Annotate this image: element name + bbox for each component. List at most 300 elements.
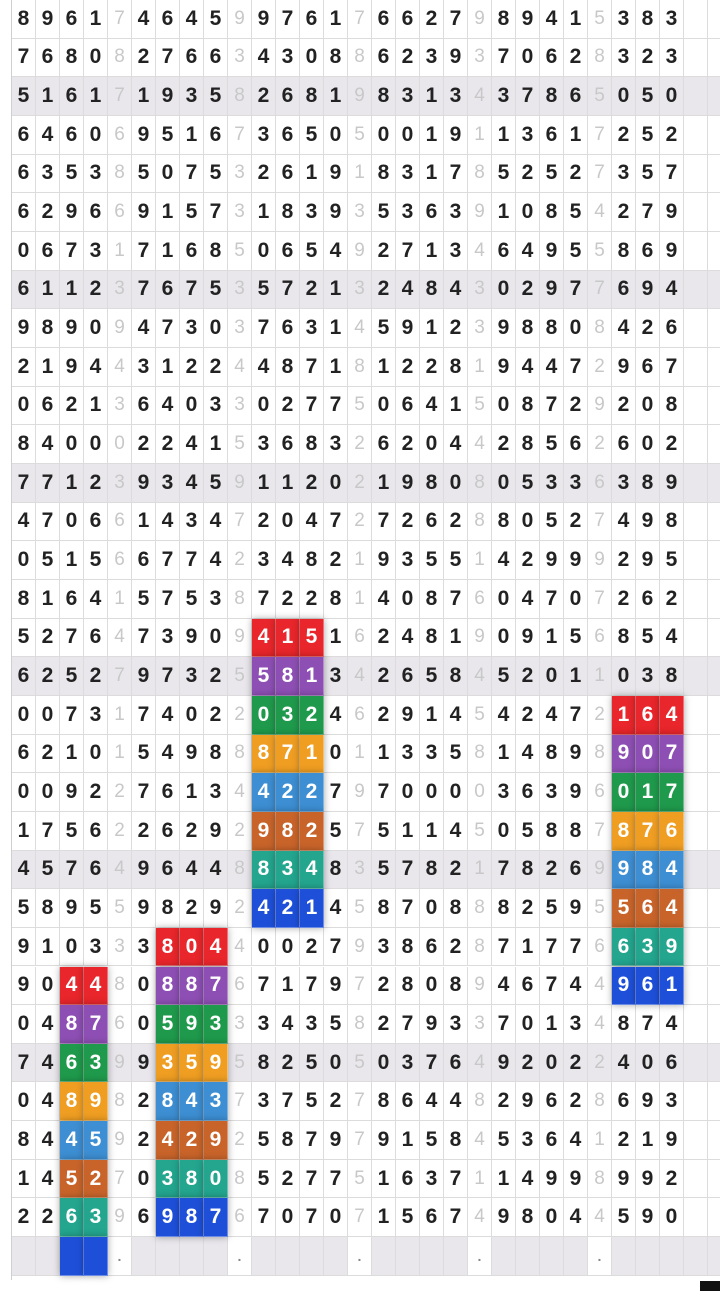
grid-cell[interactable]: 4 — [588, 1198, 612, 1237]
grid-cell[interactable]: 1 — [108, 580, 132, 619]
grid-cell[interactable]: 2 — [372, 271, 396, 310]
grid-cell[interactable]: 3 — [228, 309, 252, 348]
grid-cell[interactable]: 4 — [228, 348, 252, 387]
grid-cell[interactable]: 3 — [300, 1005, 324, 1044]
footer-cell[interactable] — [492, 1237, 516, 1276]
grid-cell[interactable]: 8 — [588, 1160, 612, 1199]
grid-cell[interactable]: 4 — [276, 1005, 300, 1044]
grid-cell[interactable]: 2 — [108, 812, 132, 851]
grid-cell[interactable]: 7 — [108, 0, 132, 39]
grid-cell[interactable]: 9 — [420, 1005, 444, 1044]
grid-cell[interactable]: 3 — [468, 271, 492, 310]
grid-cell[interactable] — [684, 967, 708, 1006]
grid-cell[interactable] — [684, 812, 708, 851]
grid-cell[interactable]: 2 — [660, 1160, 684, 1199]
grid-cell[interactable]: 1 — [324, 271, 348, 310]
grid-cell[interactable]: 8 — [324, 580, 348, 619]
grid-cell[interactable]: 6 — [612, 425, 636, 464]
grid-cell[interactable]: 5 — [324, 1005, 348, 1044]
grid-cell[interactable]: 0 — [60, 503, 84, 542]
grid-cell[interactable] — [708, 812, 720, 851]
grid-cell[interactable] — [708, 657, 720, 696]
grid-cell[interactable]: 9 — [564, 735, 588, 774]
grid-cell[interactable]: 9 — [444, 116, 468, 155]
grid-cell[interactable]: 6 — [12, 657, 36, 696]
grid-cell[interactable]: 6 — [396, 1082, 420, 1121]
grid-cell[interactable]: 0 — [132, 1160, 156, 1199]
grid-cell[interactable]: 5 — [540, 503, 564, 542]
grid-cell[interactable]: 8 — [276, 1121, 300, 1160]
grid-cell[interactable]: 9 — [60, 309, 84, 348]
grid-cell[interactable]: 0 — [204, 1160, 228, 1199]
grid-cell[interactable]: 4 — [12, 503, 36, 542]
grid-cell[interactable]: 7 — [12, 39, 36, 78]
grid-cell[interactable]: 3 — [396, 1044, 420, 1083]
grid-cell[interactable] — [708, 309, 720, 348]
grid-cell[interactable]: 1 — [324, 348, 348, 387]
grid-cell[interactable]: 4 — [60, 967, 84, 1006]
grid-cell[interactable]: 7 — [252, 580, 276, 619]
grid-cell[interactable]: 8 — [492, 503, 516, 542]
grid-cell[interactable] — [708, 77, 720, 116]
grid-cell[interactable]: 9 — [612, 1160, 636, 1199]
grid-cell[interactable]: 4 — [516, 232, 540, 271]
grid-cell[interactable] — [684, 735, 708, 774]
grid-cell[interactable]: 6 — [396, 657, 420, 696]
grid-cell[interactable]: 3 — [636, 928, 660, 967]
grid-cell[interactable]: 2 — [204, 696, 228, 735]
grid-cell[interactable]: 7 — [372, 503, 396, 542]
grid-cell[interactable]: 6 — [36, 387, 60, 426]
grid-cell[interactable]: 5 — [588, 232, 612, 271]
grid-cell[interactable]: 5 — [108, 889, 132, 928]
grid-cell[interactable] — [708, 464, 720, 503]
grid-cell[interactable]: 9 — [204, 1044, 228, 1083]
grid-cell[interactable]: 0 — [444, 464, 468, 503]
grid-cell[interactable]: 0 — [372, 116, 396, 155]
grid-cell[interactable]: 3 — [36, 155, 60, 194]
grid-cell[interactable]: 2 — [396, 425, 420, 464]
grid-cell[interactable]: 6 — [612, 1082, 636, 1121]
grid-cell[interactable]: 5 — [300, 1044, 324, 1083]
grid-cell[interactable]: 7 — [636, 812, 660, 851]
grid-cell[interactable]: 4 — [420, 387, 444, 426]
grid-cell[interactable]: 0 — [36, 696, 60, 735]
grid-cell[interactable]: 8 — [636, 0, 660, 39]
grid-cell[interactable]: 1 — [36, 928, 60, 967]
grid-cell[interactable]: 4 — [564, 967, 588, 1006]
grid-cell[interactable]: 2 — [588, 1044, 612, 1083]
grid-cell[interactable]: 0 — [132, 1005, 156, 1044]
grid-cell[interactable]: 7 — [60, 619, 84, 658]
grid-cell[interactable]: 8 — [516, 387, 540, 426]
grid-cell[interactable]: 9 — [516, 619, 540, 658]
grid-cell[interactable]: 8 — [108, 155, 132, 194]
grid-cell[interactable]: 5 — [132, 155, 156, 194]
grid-cell[interactable]: 3 — [84, 696, 108, 735]
grid-cell[interactable]: 3 — [156, 619, 180, 658]
grid-cell[interactable]: 2 — [612, 387, 636, 426]
grid-cell[interactable]: 0 — [660, 1198, 684, 1237]
grid-cell[interactable]: 2 — [180, 348, 204, 387]
grid-cell[interactable] — [708, 619, 720, 658]
grid-cell[interactable]: 8 — [156, 1082, 180, 1121]
footer-cell[interactable] — [132, 1237, 156, 1276]
grid-cell[interactable]: 6 — [84, 851, 108, 890]
grid-cell[interactable]: 7 — [396, 851, 420, 890]
grid-cell[interactable]: 6 — [276, 425, 300, 464]
grid-cell[interactable]: 6 — [60, 0, 84, 39]
grid-cell[interactable]: 8 — [300, 541, 324, 580]
grid-cell[interactable]: 8 — [36, 889, 60, 928]
grid-cell[interactable]: 0 — [36, 773, 60, 812]
grid-cell[interactable]: 5 — [660, 541, 684, 580]
grid-cell[interactable]: 1 — [300, 155, 324, 194]
grid-cell[interactable]: 1 — [516, 928, 540, 967]
grid-cell[interactable]: 6 — [108, 116, 132, 155]
grid-cell[interactable]: 5 — [252, 657, 276, 696]
grid-cell[interactable]: 5 — [300, 116, 324, 155]
grid-cell[interactable]: 9 — [660, 464, 684, 503]
grid-cell[interactable]: 7 — [228, 503, 252, 542]
grid-cell[interactable]: 3 — [612, 39, 636, 78]
grid-cell[interactable]: 6 — [300, 0, 324, 39]
grid-cell[interactable]: 7 — [132, 773, 156, 812]
grid-cell[interactable]: 8 — [468, 1082, 492, 1121]
grid-cell[interactable]: 0 — [324, 1044, 348, 1083]
grid-cell[interactable]: 4 — [300, 851, 324, 890]
grid-cell[interactable]: 4 — [612, 1044, 636, 1083]
grid-cell[interactable]: 8 — [612, 1005, 636, 1044]
grid-cell[interactable]: 6 — [180, 232, 204, 271]
grid-cell[interactable]: 5 — [588, 0, 612, 39]
grid-cell[interactable]: 2 — [324, 1082, 348, 1121]
grid-cell[interactable] — [684, 619, 708, 658]
grid-cell[interactable]: 1 — [444, 619, 468, 658]
grid-cell[interactable]: 4 — [516, 348, 540, 387]
grid-cell[interactable] — [684, 271, 708, 310]
grid-cell[interactable]: 9 — [564, 889, 588, 928]
footer-cell[interactable] — [660, 1237, 684, 1276]
grid-cell[interactable]: 1 — [12, 812, 36, 851]
grid-cell[interactable]: 9 — [492, 309, 516, 348]
grid-cell[interactable]: 7 — [156, 309, 180, 348]
grid-cell[interactable]: 6 — [636, 889, 660, 928]
grid-cell[interactable]: 4 — [492, 967, 516, 1006]
grid-cell[interactable]: 5 — [12, 77, 36, 116]
grid-cell[interactable]: 2 — [108, 773, 132, 812]
grid-cell[interactable]: 8 — [12, 425, 36, 464]
grid-cell[interactable]: 2 — [564, 39, 588, 78]
grid-cell[interactable]: 5 — [204, 155, 228, 194]
grid-cell[interactable]: 6 — [84, 619, 108, 658]
footer-cell[interactable] — [60, 1237, 84, 1276]
grid-cell[interactable]: 5 — [252, 1121, 276, 1160]
grid-cell[interactable] — [708, 696, 720, 735]
grid-cell[interactable]: 6 — [636, 232, 660, 271]
grid-cell[interactable] — [684, 1121, 708, 1160]
grid-cell[interactable]: 9 — [564, 773, 588, 812]
grid-cell[interactable]: 1 — [420, 155, 444, 194]
grid-cell[interactable] — [684, 309, 708, 348]
grid-cell[interactable]: 5 — [420, 657, 444, 696]
grid-cell[interactable]: 7 — [516, 77, 540, 116]
grid-cell[interactable]: 9 — [636, 503, 660, 542]
grid-cell[interactable]: 3 — [180, 309, 204, 348]
grid-cell[interactable] — [708, 1160, 720, 1199]
grid-cell[interactable] — [708, 773, 720, 812]
grid-cell[interactable]: 4 — [300, 503, 324, 542]
grid-cell[interactable]: 8 — [444, 967, 468, 1006]
grid-cell[interactable]: 8 — [660, 657, 684, 696]
grid-cell[interactable]: 8 — [12, 0, 36, 39]
grid-cell[interactable]: 8 — [180, 967, 204, 1006]
grid-cell[interactable] — [708, 1121, 720, 1160]
grid-cell[interactable]: 3 — [612, 155, 636, 194]
grid-cell[interactable]: 1 — [156, 232, 180, 271]
grid-cell[interactable]: 9 — [588, 541, 612, 580]
grid-cell[interactable] — [708, 0, 720, 39]
footer-cell[interactable] — [708, 1237, 720, 1276]
grid-cell[interactable]: 0 — [660, 77, 684, 116]
grid-cell[interactable]: 6 — [492, 232, 516, 271]
grid-cell[interactable]: 6 — [132, 1198, 156, 1237]
grid-cell[interactable]: 6 — [60, 116, 84, 155]
grid-cell[interactable]: 2 — [300, 773, 324, 812]
grid-cell[interactable]: 1 — [36, 348, 60, 387]
grid-cell[interactable]: 7 — [588, 155, 612, 194]
grid-cell[interactable]: 0 — [612, 773, 636, 812]
grid-cell[interactable]: 2 — [636, 39, 660, 78]
grid-cell[interactable]: 8 — [276, 657, 300, 696]
grid-cell[interactable]: 3 — [228, 387, 252, 426]
grid-cell[interactable]: 5 — [348, 1044, 372, 1083]
grid-cell[interactable]: 8 — [660, 387, 684, 426]
grid-cell[interactable]: 8 — [612, 812, 636, 851]
grid-cell[interactable]: 8 — [348, 39, 372, 78]
grid-cell[interactable]: 4 — [468, 1044, 492, 1083]
grid-cell[interactable]: 7 — [276, 1082, 300, 1121]
grid-cell[interactable] — [708, 967, 720, 1006]
grid-cell[interactable]: 1 — [564, 657, 588, 696]
grid-cell[interactable]: 3 — [636, 657, 660, 696]
grid-cell[interactable]: 3 — [516, 116, 540, 155]
grid-cell[interactable]: 9 — [252, 812, 276, 851]
grid-cell[interactable] — [708, 851, 720, 890]
grid-cell[interactable]: 7 — [252, 1198, 276, 1237]
grid-cell[interactable] — [684, 503, 708, 542]
grid-cell[interactable]: 2 — [660, 580, 684, 619]
grid-cell[interactable]: 8 — [252, 735, 276, 774]
grid-cell[interactable]: 4 — [468, 77, 492, 116]
grid-cell[interactable]: 4 — [84, 580, 108, 619]
grid-cell[interactable]: 9 — [108, 1198, 132, 1237]
grid-cell[interactable]: 6 — [180, 39, 204, 78]
grid-cell[interactable]: 4 — [252, 889, 276, 928]
grid-cell[interactable]: 4 — [468, 1121, 492, 1160]
grid-cell[interactable]: 1 — [348, 155, 372, 194]
grid-cell[interactable]: 6 — [420, 928, 444, 967]
grid-cell[interactable]: 9 — [84, 1082, 108, 1121]
grid-cell[interactable]: 9 — [204, 889, 228, 928]
grid-cell[interactable]: 3 — [396, 735, 420, 774]
grid-cell[interactable]: 7 — [156, 39, 180, 78]
grid-cell[interactable]: 7 — [132, 696, 156, 735]
grid-cell[interactable]: 5 — [516, 812, 540, 851]
grid-cell[interactable]: 2 — [564, 1044, 588, 1083]
grid-cell[interactable]: 6 — [564, 851, 588, 890]
grid-cell[interactable]: 2 — [396, 39, 420, 78]
grid-cell[interactable]: 8 — [612, 232, 636, 271]
grid-cell[interactable]: 8 — [396, 928, 420, 967]
grid-cell[interactable]: 5 — [444, 735, 468, 774]
grid-cell[interactable]: 0 — [12, 541, 36, 580]
grid-cell[interactable]: 9 — [540, 541, 564, 580]
grid-cell[interactable]: 6 — [12, 155, 36, 194]
grid-cell[interactable]: 6 — [276, 309, 300, 348]
grid-cell[interactable]: 7 — [492, 928, 516, 967]
grid-cell[interactable]: 8 — [372, 889, 396, 928]
grid-cell[interactable]: 4 — [396, 271, 420, 310]
grid-cell[interactable]: 9 — [636, 1198, 660, 1237]
grid-cell[interactable]: 6 — [12, 271, 36, 310]
grid-cell[interactable]: 9 — [348, 77, 372, 116]
grid-cell[interactable]: 9 — [132, 657, 156, 696]
grid-cell[interactable]: 2 — [60, 387, 84, 426]
grid-cell[interactable]: 3 — [396, 541, 420, 580]
grid-cell[interactable]: 7 — [348, 1082, 372, 1121]
grid-cell[interactable]: 5 — [612, 1198, 636, 1237]
grid-cell[interactable]: 8 — [468, 928, 492, 967]
grid-cell[interactable]: 6 — [540, 116, 564, 155]
grid-cell[interactable]: 2 — [588, 348, 612, 387]
grid-cell[interactable]: 9 — [132, 116, 156, 155]
grid-cell[interactable]: 6 — [372, 0, 396, 39]
grid-cell[interactable]: 6 — [60, 1198, 84, 1237]
grid-cell[interactable]: 4 — [36, 1044, 60, 1083]
grid-cell[interactable]: 0 — [492, 619, 516, 658]
grid-cell[interactable]: 4 — [180, 425, 204, 464]
grid-cell[interactable]: 3 — [444, 193, 468, 232]
grid-cell[interactable]: 4 — [180, 1082, 204, 1121]
grid-cell[interactable]: 8 — [276, 348, 300, 387]
grid-cell[interactable]: 8 — [492, 889, 516, 928]
grid-cell[interactable]: 9 — [660, 928, 684, 967]
grid-cell[interactable] — [708, 425, 720, 464]
grid-cell[interactable]: 1 — [276, 619, 300, 658]
grid-cell[interactable]: 2 — [84, 464, 108, 503]
grid-cell[interactable]: 0 — [636, 425, 660, 464]
grid-cell[interactable]: 3 — [84, 928, 108, 967]
grid-cell[interactable]: 8 — [204, 735, 228, 774]
grid-cell[interactable]: 3 — [180, 503, 204, 542]
grid-cell[interactable]: 3 — [564, 464, 588, 503]
grid-cell[interactable]: 7 — [300, 348, 324, 387]
grid-cell[interactable]: 2 — [444, 309, 468, 348]
grid-cell[interactable]: 8 — [516, 425, 540, 464]
grid-cell[interactable]: 6 — [156, 812, 180, 851]
grid-cell[interactable]: 0 — [516, 193, 540, 232]
grid-cell[interactable]: 0 — [324, 464, 348, 503]
grid-cell[interactable]: 9 — [492, 348, 516, 387]
grid-cell[interactable]: 5 — [300, 619, 324, 658]
grid-cell[interactable]: 3 — [276, 39, 300, 78]
grid-cell[interactable]: 6 — [612, 928, 636, 967]
grid-cell[interactable]: 4 — [324, 696, 348, 735]
grid-cell[interactable]: 9 — [36, 0, 60, 39]
grid-cell[interactable]: 0 — [204, 619, 228, 658]
grid-cell[interactable]: 8 — [60, 1082, 84, 1121]
grid-cell[interactable]: 6 — [396, 1160, 420, 1199]
grid-cell[interactable]: 7 — [60, 851, 84, 890]
grid-cell[interactable]: 0 — [420, 773, 444, 812]
grid-cell[interactable]: 2 — [516, 541, 540, 580]
grid-cell[interactable]: 7 — [420, 1044, 444, 1083]
grid-cell[interactable]: 4 — [348, 657, 372, 696]
grid-cell[interactable]: 7 — [492, 39, 516, 78]
grid-cell[interactable]: 1 — [468, 116, 492, 155]
grid-cell[interactable]: 7 — [132, 271, 156, 310]
grid-cell[interactable]: 5 — [12, 619, 36, 658]
footer-cell[interactable] — [324, 1237, 348, 1276]
grid-cell[interactable]: 3 — [660, 1082, 684, 1121]
grid-cell[interactable]: 9 — [228, 0, 252, 39]
grid-cell[interactable]: 6 — [60, 77, 84, 116]
grid-cell[interactable]: 8 — [468, 464, 492, 503]
grid-cell[interactable]: 2 — [516, 1044, 540, 1083]
grid-cell[interactable]: 0 — [324, 735, 348, 774]
grid-cell[interactable] — [708, 928, 720, 967]
grid-cell[interactable]: 9 — [396, 464, 420, 503]
grid-cell[interactable]: 2 — [300, 580, 324, 619]
grid-cell[interactable]: 2 — [324, 541, 348, 580]
grid-cell[interactable]: 0 — [540, 1198, 564, 1237]
grid-cell[interactable]: 2 — [516, 271, 540, 310]
grid-cell[interactable]: 4 — [204, 503, 228, 542]
grid-cell[interactable]: 8 — [108, 1082, 132, 1121]
grid-cell[interactable]: 5 — [468, 812, 492, 851]
grid-cell[interactable]: 8 — [444, 348, 468, 387]
grid-cell[interactable]: 2 — [348, 503, 372, 542]
grid-cell[interactable]: 2 — [12, 348, 36, 387]
grid-cell[interactable]: 4 — [180, 464, 204, 503]
grid-cell[interactable]: 7 — [204, 193, 228, 232]
grid-cell[interactable]: 2 — [12, 1198, 36, 1237]
grid-cell[interactable]: 9 — [60, 773, 84, 812]
grid-cell[interactable]: 4 — [516, 580, 540, 619]
grid-cell[interactable]: 6 — [612, 271, 636, 310]
grid-cell[interactable]: 4 — [612, 309, 636, 348]
grid-cell[interactable]: 4 — [252, 39, 276, 78]
grid-cell[interactable]: 6 — [588, 464, 612, 503]
grid-cell[interactable]: 8 — [468, 155, 492, 194]
grid-cell[interactable]: 7 — [228, 1082, 252, 1121]
grid-cell[interactable]: 9 — [540, 271, 564, 310]
grid-cell[interactable]: 7 — [132, 619, 156, 658]
grid-cell[interactable]: 7 — [324, 773, 348, 812]
grid-cell[interactable]: 6 — [60, 580, 84, 619]
grid-cell[interactable]: 8 — [636, 464, 660, 503]
grid-cell[interactable]: 5 — [396, 1198, 420, 1237]
grid-cell[interactable]: 9 — [252, 0, 276, 39]
grid-cell[interactable]: 5 — [516, 464, 540, 503]
grid-cell[interactable]: 9 — [60, 193, 84, 232]
grid-cell[interactable]: 7 — [60, 232, 84, 271]
grid-cell[interactable]: 5 — [180, 1044, 204, 1083]
grid-cell[interactable]: 8 — [540, 77, 564, 116]
grid-cell[interactable]: 5 — [564, 232, 588, 271]
grid-cell[interactable] — [708, 271, 720, 310]
